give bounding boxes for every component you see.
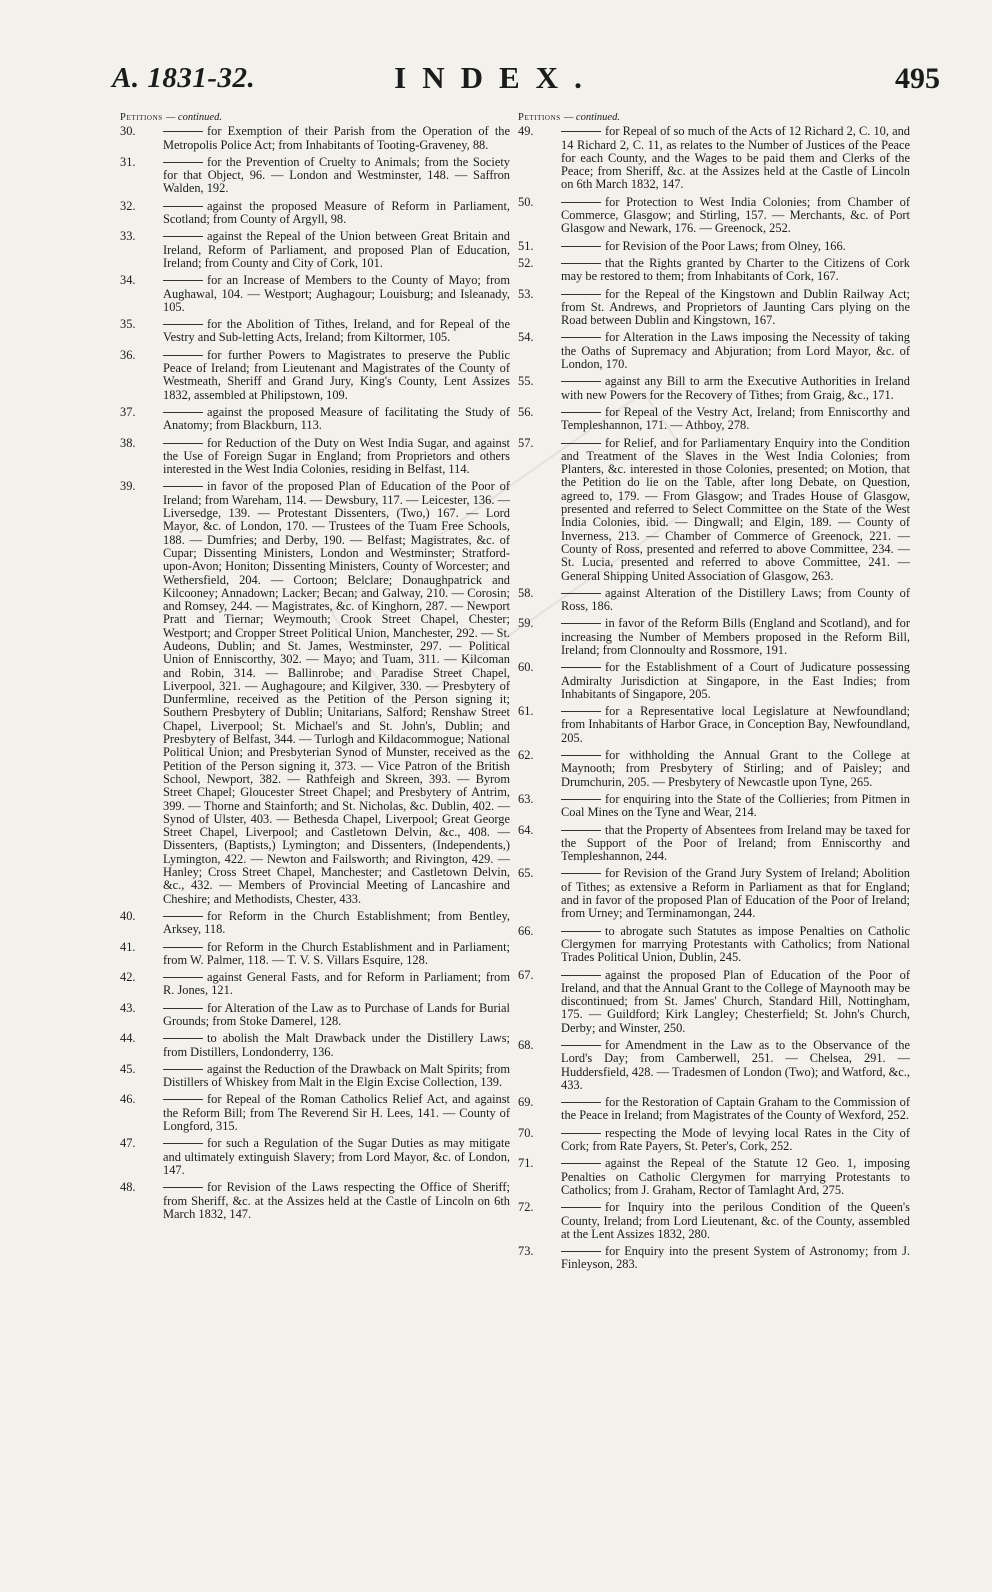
entry-text: to abrogate such Statutes as impose Penalties on Catholic Clergymen for marrying Protestants with Catholics; from National Trades Political Union, Dublin, 245. xyxy=(561,923,910,965)
ditto-dash xyxy=(561,873,601,874)
ditto-dash xyxy=(561,337,601,338)
entry-number: 61. xyxy=(518,704,534,719)
entry-number: 64. xyxy=(518,822,534,837)
entry-number: 32. xyxy=(120,198,136,213)
index-entry xyxy=(518,793,910,820)
column-heading xyxy=(120,111,510,124)
entry-number: 63. xyxy=(518,791,534,806)
heading-title: Petitions xyxy=(518,112,561,123)
right-column xyxy=(518,111,910,1276)
entry-text: against the proposed Plan of Education of the Poor of Ireland, and that the Annual Grant to the College of Maynooth may be discontinued; from St. James' Church, Standard Hill, Nottingham, 175. — Guildford; Kirk Langley; Chesterfield; St. John's Church, Derby; and Winster, 250. xyxy=(561,967,910,1035)
entry-number: 60. xyxy=(518,660,534,675)
entry-text: for withholding the Annual Grant to the College at Maynooth; from Presbytery of Stirling; and of Paisley; and Drumchurin, 205. — Presbytery of Newcastle upon Tyne, 265. xyxy=(561,748,910,789)
ditto-dash xyxy=(561,263,601,264)
index-entry xyxy=(120,437,510,477)
entry-text: for Alteration in the Laws imposing the Necessity of taking the Oaths of Supremacy and Abjuration; from Lord Mayor, &c. of London, 170. xyxy=(561,330,910,372)
column-heading xyxy=(518,111,910,124)
entry-number: 41. xyxy=(120,939,136,954)
ditto-dash xyxy=(561,202,601,203)
entry-text: for Exemption of their Parish from the Operation of the Metropolis Police Act; from Inhabitants of Tooting-Graveney, 88. xyxy=(163,124,510,152)
index-entry xyxy=(120,156,510,196)
entry-number: 51. xyxy=(518,238,534,253)
ditto-dash xyxy=(163,977,203,978)
index-entry xyxy=(120,125,510,152)
ditto-dash xyxy=(561,1251,601,1252)
ditto-dash xyxy=(561,755,601,756)
entry-number: 48. xyxy=(120,1180,136,1195)
index-entry xyxy=(518,331,910,371)
index-entry xyxy=(518,824,910,864)
entry-number: 42. xyxy=(120,970,136,985)
entry-text: to abolish the Malt Drawback under the Distillery Laws; from Distillers, Londonderry, 136. xyxy=(163,1031,510,1059)
ditto-dash xyxy=(163,947,203,948)
ditto-dash xyxy=(561,623,601,624)
index-entry xyxy=(120,406,510,433)
entry-number: 57. xyxy=(518,435,534,450)
index-entry xyxy=(120,480,510,906)
entry-number: 52. xyxy=(518,255,534,270)
entry-number: 54. xyxy=(518,330,534,345)
entry-list-left xyxy=(120,125,510,1221)
ditto-dash xyxy=(561,931,601,932)
entry-text: that the Property of Absentees from Ireland may be taxed for the Support of the Poor of Ireland; from Enniscorthy and Templeshannon, 244. xyxy=(561,822,910,864)
entry-text: for Reform in the Church Establishment; from Bentley, Arksey, 118. xyxy=(163,908,510,937)
index-entry xyxy=(518,749,910,789)
index-entry xyxy=(120,1032,510,1059)
index-entry xyxy=(518,969,910,1035)
index-entry xyxy=(120,274,510,314)
entry-text: for Reduction of the Duty on West India Sugar, and against the Use of Foreign Sugar in England; from Proprietors and others interested in the West India Colonies, residing in Belfast, 114. xyxy=(163,435,510,477)
index-entry xyxy=(518,1201,910,1241)
index-entry xyxy=(518,1157,910,1197)
entry-number: 56. xyxy=(518,404,534,419)
ditto-dash xyxy=(163,1187,203,1188)
index-entry xyxy=(518,257,910,284)
entry-number: 59. xyxy=(518,616,534,631)
entry-number: 45. xyxy=(120,1061,136,1076)
ditto-dash xyxy=(561,667,601,668)
entry-number: 71. xyxy=(518,1156,534,1171)
ditto-dash xyxy=(163,324,203,325)
index-entry xyxy=(120,230,510,270)
index-entry xyxy=(120,1002,510,1029)
index-entry xyxy=(518,437,910,583)
entry-text: for the Restoration of Captain Graham to the Commission of the Peace in Ireland; from Magistrates of the County of Wexford, 252. xyxy=(561,1095,910,1123)
entry-number: 38. xyxy=(120,435,136,450)
ditto-dash xyxy=(163,131,203,132)
entry-number: 73. xyxy=(518,1244,534,1259)
entry-number: 40. xyxy=(120,908,136,923)
index-entry xyxy=(518,288,910,328)
index-entry xyxy=(518,867,910,920)
ditto-dash xyxy=(561,593,601,594)
entry-text: against any Bill to arm the Executive Authorities in Ireland with new Powers for the Recovery of Tithes; from Graig, &c., 171. xyxy=(561,374,910,402)
ditto-dash xyxy=(561,131,601,132)
entry-number: 55. xyxy=(518,374,534,389)
ditto-dash xyxy=(163,1038,203,1039)
ditto-dash xyxy=(561,1045,601,1046)
left-column xyxy=(120,111,510,1225)
entry-text: for Repeal of the Roman Catholics Relief Act, and against the Reform Bill; from The Reverend Sir H. Lees, 141. — County of Longford, 315. xyxy=(163,1092,510,1134)
index-entry xyxy=(518,1096,910,1123)
entry-text: for the Abolition of Tithes, Ireland, and for Repeal of the Vestry and Sub-letting Acts, Ireland; from Kiltormer, 105. xyxy=(163,317,510,345)
entry-text: for Alteration of the Law as to Purchase of Lands for Burial Grounds; from Stoke Damerel, 128. xyxy=(163,1000,510,1028)
ditto-dash xyxy=(561,381,601,382)
ditto-dash xyxy=(561,975,601,976)
entry-number: 72. xyxy=(518,1200,534,1215)
index-entry xyxy=(518,617,910,657)
ditto-dash xyxy=(163,486,203,487)
ditto-dash xyxy=(561,1207,601,1208)
entry-text: for Revision of the Grand Jury System of Ireland; Abolition of Tithes; as extensive a Reform in Parliament as that for England; and in favor of the proposed Plan of Education of the Poor of Ireland; from Urney; and Terminamongan, 244. xyxy=(561,866,910,921)
ditto-dash xyxy=(163,916,203,917)
heading-continued: — continued. xyxy=(165,112,222,123)
entry-number: 30. xyxy=(120,124,136,139)
entry-text: against the proposed Measure of facilitating the Study of Anatomy; from Blackburn, 113. xyxy=(163,404,510,433)
entry-list-right xyxy=(518,125,910,1271)
index-entry xyxy=(518,406,910,433)
entry-number: 53. xyxy=(518,286,534,301)
index-entry xyxy=(518,1245,910,1272)
entry-text: for such a Regulation of the Sugar Duties as may mitigate and ultimately extinguish Slavery; from Lord Mayor, &c. of London, 147. xyxy=(163,1136,510,1177)
entry-text: against the Reduction of the Drawback on Malt Spirits; from Distillers of Whiskey from Malt in the Elgin Excise Collection, 139. xyxy=(163,1061,510,1090)
entry-number: 34. xyxy=(120,273,136,288)
ditto-dash xyxy=(561,799,601,800)
entry-text: for Repeal of so much of the Acts of 12 Richard 2, C. 10, and 14 Richard 2, C. 11, as relates to the Number of Justices of the Peace for each County, and the Wages to be paid them and Clerks of the Peace; from Sheriff, &c. at the Assizes held at the Castle of Lincoln on 6th March 1832, 147. xyxy=(561,124,910,192)
entry-text: against the Repeal of the Union between Great Britain and Ireland, Reform of Parliament, and proposed Plan of Education, Ireland; from County and City of Cork, 101. xyxy=(163,229,510,270)
entry-text: that the Rights granted by Charter to the Citizens of Cork may be restored to them; from Inhabitants of Cork, 167. xyxy=(561,255,910,284)
index-entry xyxy=(120,318,510,345)
ditto-dash xyxy=(163,355,203,356)
entry-number: 37. xyxy=(120,404,136,419)
entry-text: for Protection to West India Colonies; from Chamber of Commerce, Glasgow; and Stirling, 157. — Merchants, &c. of Port Glasgow and Newark, 176. — Greenock, 252. xyxy=(561,194,910,236)
entry-text: for Revision of the Poor Laws; from Olney, 166. xyxy=(605,238,846,253)
entry-number: 31. xyxy=(120,154,136,169)
entry-text: for Repeal of the Vestry Act, Ireland; from Enniscorthy and Templeshannon, 171. — Athboy, 278. xyxy=(561,404,910,433)
ditto-dash xyxy=(163,1069,203,1070)
entry-text: for Revision of the Laws respecting the Office of Sheriff; from Sheriff, &c. at the Assizes held at the Castle of Lincoln on 6th March 1832, 147. xyxy=(163,1180,510,1221)
entry-text: respecting the Mode of levying local Rates in the City of Cork; from Rate Payers, St. Peter's, Cork, 252. xyxy=(561,1125,910,1154)
index-entry xyxy=(518,196,910,236)
entry-text: for Relief, and for Parliamentary Enquiry into the Condition and Treatment of the Slaves in the West India Colonies; from Planters, &c. interested in those Colonies, presented; on Motion, that the Petition do lie on the Table, after long Debate, on Question, agreed to, 179. — From Glasgow; and Trades House of Glasgow, presented and referred to Select Committee on the State of the West India Colonies, ibid. — Dingwall; and Elgin, 189. — County of Inverness, 213. — Chamber of Commerce of Greenock, 221. — County of Ross, presented and referred to above Committee, 234. — St. Lucia, presented and referred to above Committee, 241. — General Shipping United Association of Glasgow, 263. xyxy=(561,435,910,583)
ditto-dash xyxy=(163,206,203,207)
session-year: A. 1831-32. xyxy=(112,62,256,94)
ditto-dash xyxy=(561,1163,601,1164)
index-entry xyxy=(518,125,910,191)
ditto-dash xyxy=(561,443,601,444)
entry-number: 43. xyxy=(120,1000,136,1015)
entry-text: for Enquiry into the present System of Astronomy; from J. Finleyson, 283. xyxy=(561,1244,910,1272)
index-entry xyxy=(120,349,510,402)
index-entry xyxy=(518,375,910,402)
index-entry xyxy=(518,705,910,745)
entry-text: for enquiring into the State of the Collieries; from Pitmen in Coal Mines on the Tyne and Wear, 214. xyxy=(561,791,910,820)
entry-number: 67. xyxy=(518,967,534,982)
entry-number: 39. xyxy=(120,479,136,494)
entry-text: for a Representative local Legislature at Newfoundland; from Inhabitants of Harbor Grace, in Conception Bay, Newfoundland, 205. xyxy=(561,704,910,745)
heading-continued: — continued. xyxy=(563,112,620,123)
entry-text: for the Establishment of a Court of Judicature possessing Admiralty Jurisdiction at Singapore, in the East Indies; from Inhabitants of Singapore, 205. xyxy=(561,660,910,701)
index-entry xyxy=(120,1093,510,1133)
entry-number: 62. xyxy=(518,748,534,763)
entry-number: 68. xyxy=(518,1038,534,1052)
heading-title: Petitions xyxy=(120,112,163,123)
ditto-dash xyxy=(163,236,203,237)
entry-text: for an Increase of Members to the County of Mayo; from Aughawal, 104. — Westport; Aughagour; Louisburg; and Isleanady, 105. xyxy=(163,273,510,314)
ditto-dash xyxy=(163,412,203,413)
index-entry xyxy=(518,1039,910,1092)
ditto-dash xyxy=(163,1143,203,1144)
entry-number: 66. xyxy=(518,923,534,938)
entry-text: against Alteration of the Distillery Laws; from County of Ross, 186. xyxy=(561,585,910,614)
entry-text: for Reform in the Church Establishment and in Parliament; from W. Palmer, 118. — T. V. S. Villars Esquire, 128. xyxy=(163,939,510,967)
entry-number: 65. xyxy=(518,866,534,881)
ditto-dash xyxy=(163,162,203,163)
ditto-dash xyxy=(561,294,601,295)
entry-text: against the proposed Measure of Reform in Parliament, Scotland; from County of Argyll, 98. xyxy=(163,198,510,227)
index-entry xyxy=(120,910,510,937)
entry-number: 46. xyxy=(120,1092,136,1107)
index-entry xyxy=(120,971,510,998)
entry-number: 44. xyxy=(120,1031,136,1046)
index-entry xyxy=(518,240,910,253)
entry-number: 49. xyxy=(518,124,534,139)
ditto-dash xyxy=(163,1008,203,1009)
entry-number: 36. xyxy=(120,347,136,362)
entry-text: in favor of the proposed Plan of Education of the Poor of Ireland; from Wareham, 114. — Dewsbury, 117. — Leicester, 136. — Liversedge, 139. — Protestant Dissenters, (Two,) 167. — Lord Mayor, &c. of London, 170. — Trustees of the Tuam Free Schools, 188. — Dumfries; and Derby, 190. — Belfast; Magistrates, &c. of Cupar; Dissenting Ministers, London and Westminster; Stratford-upon-Avon; Honiton; Dissenting Ministers, County of Worcester; and Wethersfield, 204. — Cortoon; Belclare; Donaughpatrick and Kilcooney; Annadown; Lacker; Becan; and Galway, 210. — Corosin; and Romsey, 244. — Magistrates, &c. of Kinghorn, 287. — Newport Pratt and Tiernar; Weymouth; Crook Street Chapel, Chester; Westport; and Cropper Street Political Union, Manchester, 292. — St. Audeons, Dublin; and St. James, Westminster, 297. — Political Union of Enniscorthy, 302. — Mayo; and Tuam, 311. — Kilcoman and Robin, 314. — Ballinrobe; and Paradise Street Chapel, Liverpool, 321. — Aughagoure; and Kilgiver, 330. — Presbytery of Dunfermline, received as the Petition of the Person signing it; Southern Presbytery of Dublin; Unitarians, Salford; Renshaw Street Chapel, Liverpool; St. Michael's and St. John's, Dublin; and Presbytery of Belfast, 344. — Turlogh and Kildacommogue; National Political Union; and Presbyterian Synod of Munster, received as the Petition of the Person signing it, 373. — Vice Patron of the British School, Newport, 382. — Rathfeigh and Skreen, 393. — Byrom Street Chapel; Gloucester Street Chapel; and Presbytery of Antrim, 399. — Thorne and Stainforth; and St. Nicholas, &c. Dublin, 402. — Synod of Ulster, 403. — Bethesda Chapel, Liverpool; Great George Street Chapel, Liverpool; and Castletown Delvin, &c., 408. — Dissenters, (Baptists,) Lymington; and Dissenters, (Independents,) Lymington, 422. — Newton and Failsworth; and Rivington, 429. — Hanley; Cross Street Chapel, Manchester; and Castletown Delvin, &c., 432. — Members of Provincial Meeting of Lancashire and Cheshire; and Methodists, Chester, 433. xyxy=(163,479,510,906)
ditto-dash xyxy=(561,412,601,413)
ditto-dash xyxy=(561,830,601,831)
index-entry xyxy=(120,1063,510,1090)
index-entry xyxy=(120,1181,510,1221)
entry-number: 33. xyxy=(120,229,136,244)
page-title: INDEX. xyxy=(394,60,598,95)
entry-number: 69. xyxy=(518,1095,534,1110)
ditto-dash xyxy=(561,1133,601,1134)
index-entry xyxy=(120,200,510,227)
entry-text: for further Powers to Magistrates to preserve the Public Peace of Ireland; from Lieutenant and Magistrates of the County of Westmeath, Sheriff and Grand Jury, King's County, Lent Assizes 1832, assembled at Philipstown, 109. xyxy=(163,347,510,402)
entry-text: for the Repeal of the Kingstown and Dublin Railway Act; from St. Andrews, and Proprietors of Jaunting Cars plying on the Road between Dublin and Kingstown, 167. xyxy=(561,286,910,328)
entry-text: for the Prevention of Cruelty to Animals; from the Society for that Object, 96. — London and Westminster, 148. — Saffron Walden, 192. xyxy=(163,154,510,196)
entry-number: 47. xyxy=(120,1136,136,1151)
entry-text: against General Fasts, and for Reform in Parliament; from R. Jones, 121. xyxy=(163,970,510,998)
ditto-dash xyxy=(561,246,601,247)
entry-number: 35. xyxy=(120,317,136,332)
entry-text: against the Repeal of the Statute 12 Geo. 1, imposing Penalties on Catholic Clergymen for marrying Protestants to Catholics; from J. Graham, Rector of Tamlaght Ard, 275. xyxy=(561,1156,910,1197)
page-number: 495 xyxy=(895,62,940,95)
index-entry xyxy=(120,1137,510,1177)
entry-number: 50. xyxy=(518,194,534,209)
index-entry xyxy=(518,587,910,614)
ditto-dash xyxy=(163,280,203,281)
ditto-dash xyxy=(561,711,601,712)
entry-text: for Amendment in the Law as to the Observance of the Lord's Day; from Camberwell, 251. — Chelsea, 291. — Huddersfield, 428. — Tradesmen of London (Two); and Watford, &c., 433. xyxy=(561,1038,910,1092)
ditto-dash xyxy=(163,443,203,444)
entry-text: in favor of the Reform Bills (England and Scotland), and for increasing the Number of Members proposed in the Reform Bill, Ireland; from Clonnoulty and Rossmore, 191. xyxy=(561,616,910,657)
page-header xyxy=(0,0,992,110)
index-entry xyxy=(518,925,910,965)
index-entry xyxy=(518,661,910,701)
entry-number: 58. xyxy=(518,585,534,600)
ditto-dash xyxy=(561,1102,601,1103)
index-entry xyxy=(120,941,510,968)
ditto-dash xyxy=(163,1099,203,1100)
entry-text: for Inquiry into the perilous Condition of the Queen's County, Ireland; from Lord Lieutenant, &c. of the County, assembled at the Lent Assizes 1832, 280. xyxy=(561,1200,910,1241)
index-entry xyxy=(518,1127,910,1154)
entry-number: 70. xyxy=(518,1125,534,1140)
